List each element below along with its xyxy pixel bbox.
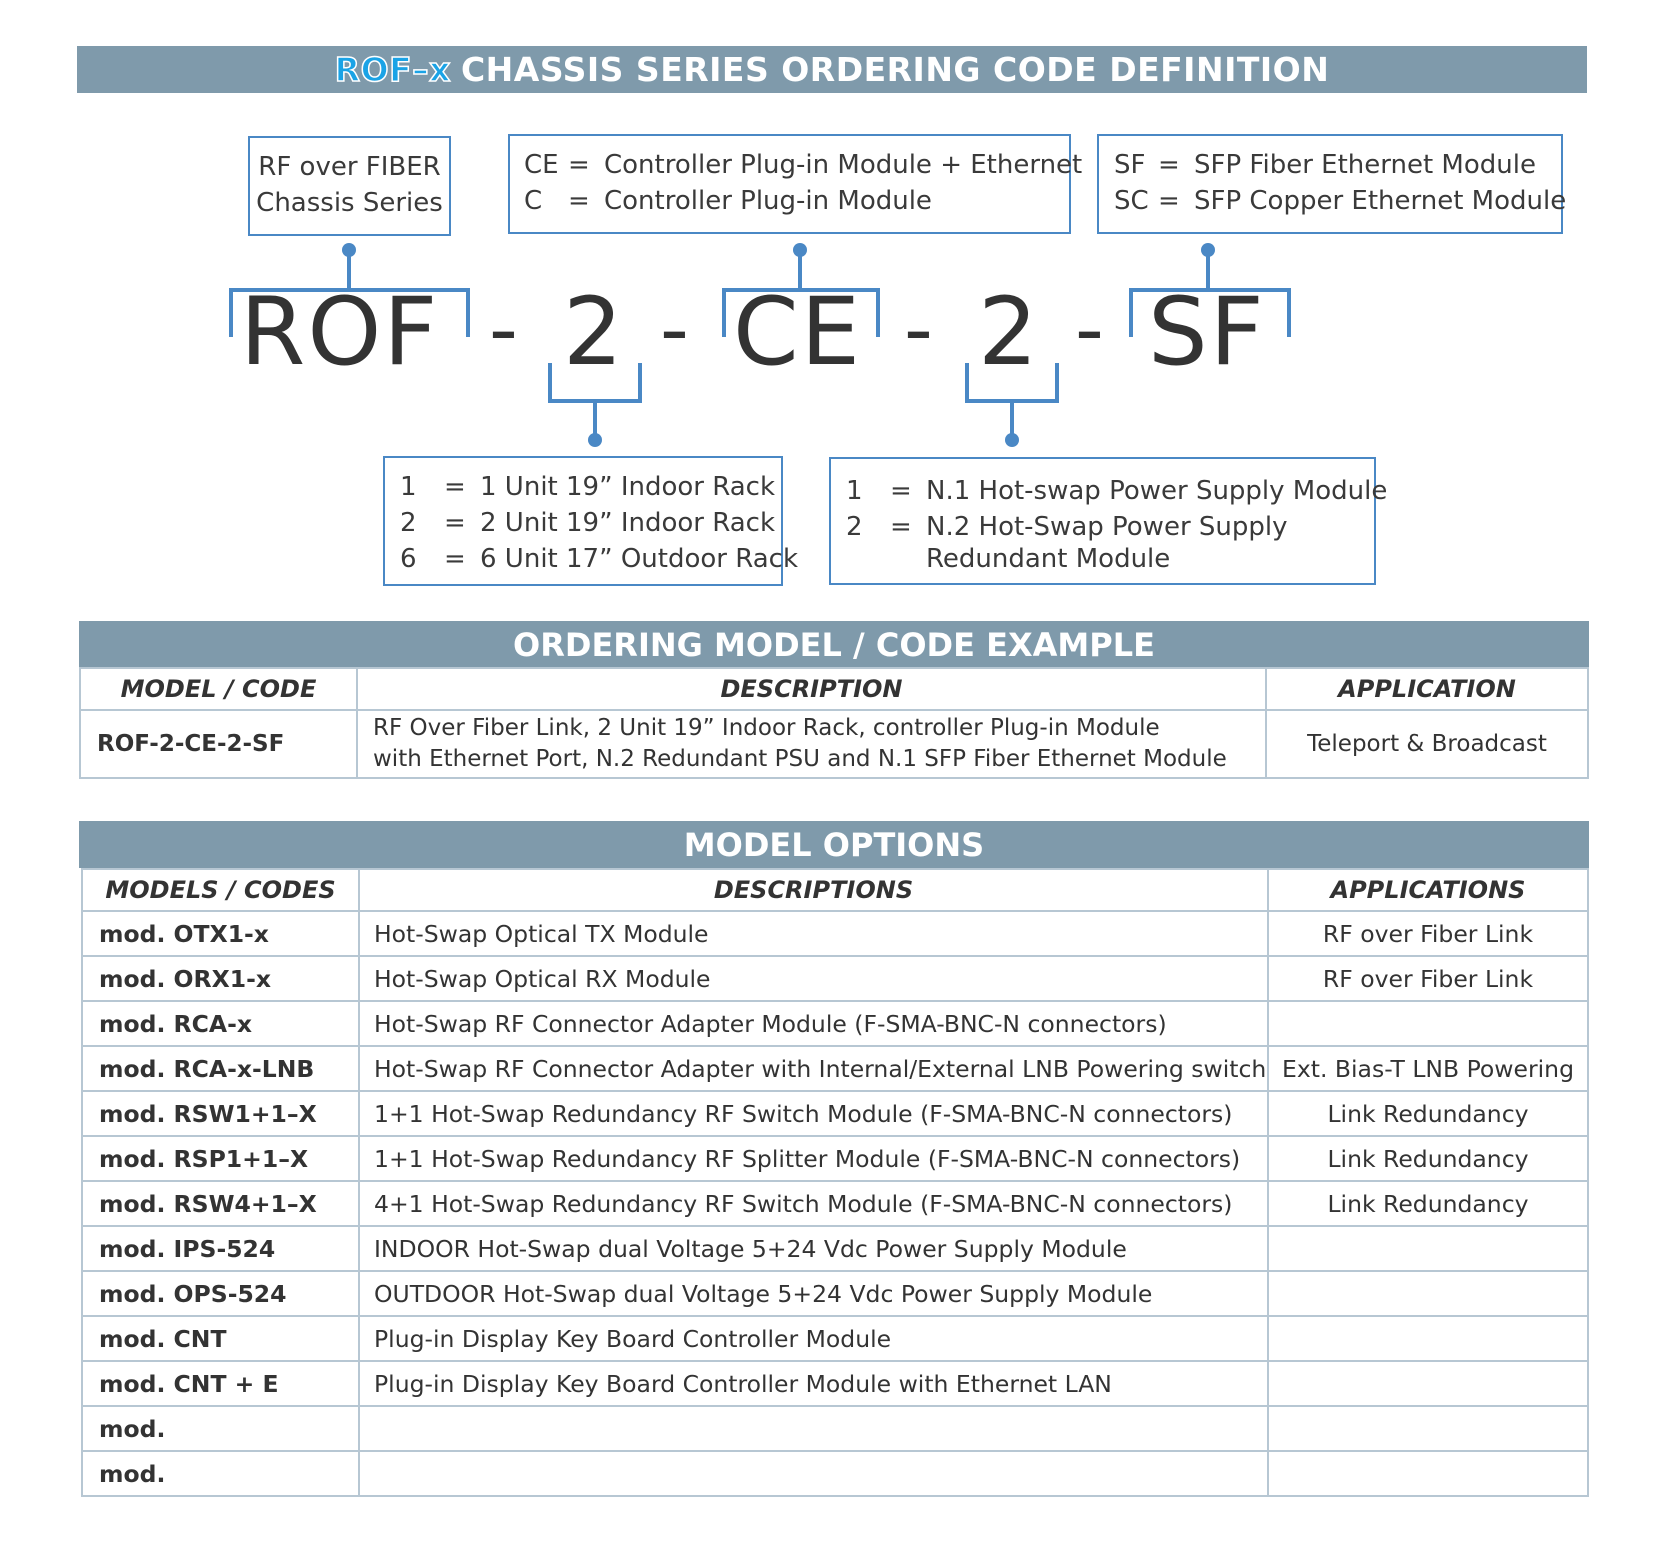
description: 1+1 Hot-Swap Redundancy RF Switch Module (F-SMA-BNC-N connectors) <box>359 1091 1268 1136</box>
description <box>359 1406 1268 1451</box>
series-line-1: RF over FIBER <box>258 152 441 182</box>
application: RF over Fiber Link <box>1268 911 1588 956</box>
header-applications: APPLICATIONS <box>1268 869 1588 911</box>
desc: SFP Copper Ethernet Module <box>1194 186 1567 216</box>
desc: 1 Unit 19” Indoor Rack <box>480 472 776 502</box>
application <box>1268 1451 1588 1496</box>
example-title: ORDERING MODEL / CODE EXAMPLE <box>513 626 1155 664</box>
title-accent: ROF–x <box>334 50 451 89</box>
description: Hot-Swap Optical RX Module <box>359 956 1268 1001</box>
example-header-row <box>80 668 1588 710</box>
description: INDOOR Hot-Swap dual Voltage 5+24 Vdc Power Supply Module <box>359 1226 1268 1271</box>
application: Link Redundancy <box>1268 1181 1588 1226</box>
sfp-line <box>1114 147 1561 183</box>
desc: Controller Plug-in Module + Ethernet <box>604 150 1083 180</box>
code-part-controller: CE <box>733 278 863 387</box>
example-desc-line-2: with Ethernet Port, N.2 Redundant PSU and N.1 SFP Fiber Ethernet Module <box>373 746 1227 772</box>
application: Ext. Bias-T LNB Powering <box>1268 1046 1588 1091</box>
eq: = <box>444 472 466 502</box>
model-code: mod. CNT <box>82 1316 359 1361</box>
application <box>1268 1316 1588 1361</box>
code: 6 <box>400 544 417 574</box>
application <box>1268 1271 1588 1316</box>
model-code: mod. RSP1+1–X <box>82 1136 359 1181</box>
model-code: mod. ORX1-x <box>82 956 359 1001</box>
eq: = <box>890 476 912 506</box>
description: OUTDOOR Hot-Swap dual Voltage 5+24 Vdc Power Supply Module <box>359 1271 1268 1316</box>
eq: = <box>444 544 466 574</box>
description: Plug-in Display Key Board Controller Module <box>359 1316 1268 1361</box>
description: Plug-in Display Key Board Controller Module with Ethernet LAN <box>359 1361 1268 1406</box>
code: 2 <box>846 512 863 542</box>
table-row <box>82 956 1588 1001</box>
description: Hot-Swap RF Connector Adapter Module (F-SMA-BNC-N connectors) <box>359 1001 1268 1046</box>
code: 1 <box>400 472 417 502</box>
model-code: mod. RSW1+1–X <box>82 1091 359 1136</box>
table-row <box>82 1091 1588 1136</box>
desc: Redundant Module <box>926 544 1171 574</box>
application: Link Redundancy <box>1268 1091 1588 1136</box>
desc: N.2 Hot-Swap Power Supply <box>926 512 1288 542</box>
example-code: ROF-2-CE-2-SF <box>80 710 357 778</box>
table-row <box>82 1046 1588 1091</box>
options-body <box>82 911 1588 1496</box>
application: Link Redundancy <box>1268 1136 1588 1181</box>
table-row <box>82 1361 1588 1406</box>
code-part-sfp: SF <box>1148 278 1266 387</box>
power-line <box>846 473 1388 509</box>
code-part-rof: ROF <box>240 278 440 387</box>
model-code: mod. RCA-x <box>82 1001 359 1046</box>
code-dash: - <box>904 283 933 376</box>
table-row <box>82 1226 1588 1271</box>
code-part-rack: 2 <box>563 278 625 387</box>
eq: = <box>1158 186 1180 216</box>
dot-rack <box>588 433 602 447</box>
model-code: mod. OTX1-x <box>82 911 359 956</box>
rack-line <box>400 505 781 541</box>
code: SC <box>1114 186 1149 216</box>
application <box>1268 1361 1588 1406</box>
example-application: Teleport & Broadcast <box>1266 710 1588 778</box>
header-application: APPLICATION <box>1266 668 1588 710</box>
desc: SFP Fiber Ethernet Module <box>1194 150 1536 180</box>
model-code: mod. RSW4+1–X <box>82 1181 359 1226</box>
controller-line <box>524 147 1083 183</box>
dot-power <box>1005 433 1019 447</box>
options-title: MODEL OPTIONS <box>683 826 985 864</box>
power-line <box>846 545 1374 573</box>
description: Hot-Swap RF Connector Adapter with Internal/External LNB Powering switch <box>359 1046 1268 1091</box>
code-dash: - <box>1075 283 1104 376</box>
code-dash: - <box>660 283 689 376</box>
options-table <box>81 868 1589 1497</box>
header-model-code: MODEL / CODE <box>80 668 357 710</box>
application: RF over Fiber Link <box>1268 956 1588 1001</box>
application <box>1268 1226 1588 1271</box>
box-rack <box>383 456 799 586</box>
rack-line <box>400 541 799 577</box>
code: 2 <box>400 508 417 538</box>
eq: = <box>568 150 590 180</box>
code-dash: - <box>489 283 518 376</box>
code: C <box>524 186 543 216</box>
model-code: mod. RCA-x-LNB <box>82 1046 359 1091</box>
model-code: mod. <box>82 1406 359 1451</box>
code-part-power: 2 <box>978 278 1040 387</box>
desc: Controller Plug-in Module <box>604 186 932 216</box>
series-line-2: Chassis Series <box>256 188 443 218</box>
table-row <box>82 1316 1588 1361</box>
header-description: DESCRIPTION <box>357 668 1266 710</box>
description: 1+1 Hot-Swap Redundancy RF Splitter Module (F-SMA-BNC-N connectors) <box>359 1136 1268 1181</box>
dot-ce <box>793 243 807 257</box>
table-row <box>82 1271 1588 1316</box>
box-sfp <box>1097 134 1567 234</box>
eq: = <box>568 186 590 216</box>
model-code: mod. CNT + E <box>82 1361 359 1406</box>
example-description <box>357 710 1266 778</box>
desc: 2 Unit 19” Indoor Rack <box>480 508 776 538</box>
table-row <box>82 1406 1588 1451</box>
rack-line <box>400 469 781 505</box>
code: 1 <box>846 476 863 506</box>
desc: N.1 Hot-swap Power Supply Module <box>926 476 1388 506</box>
header-descriptions: DESCRIPTIONS <box>359 869 1268 911</box>
code: SF <box>1114 150 1146 180</box>
code: CE <box>524 150 559 180</box>
power-line <box>846 509 1374 545</box>
model-code: mod. IPS-524 <box>82 1226 359 1271</box>
title-text: CHASSIS SERIES ORDERING CODE DEFINITION <box>460 50 1330 89</box>
example-desc-line-1: RF Over Fiber Link, 2 Unit 19” Indoor Rack, controller Plug-in Module <box>373 715 1160 741</box>
options-header-row <box>82 869 1588 911</box>
eq: = <box>890 512 912 542</box>
example-row <box>80 710 1588 778</box>
table-row <box>82 1136 1588 1181</box>
eq: = <box>1158 150 1180 180</box>
box-controller <box>508 134 1083 234</box>
header-models-codes: MODELS / CODES <box>82 869 359 911</box>
sfp-line <box>1114 183 1567 219</box>
table-row <box>82 1451 1588 1496</box>
table-row <box>82 1001 1588 1046</box>
application <box>1268 1001 1588 1046</box>
dot-rof <box>342 243 356 257</box>
options-banner <box>79 821 1589 868</box>
model-code: mod. <box>82 1451 359 1496</box>
application <box>1268 1406 1588 1451</box>
desc: 6 Unit 17” Outdoor Rack <box>480 544 799 574</box>
table-row <box>82 911 1588 956</box>
eq: = <box>444 508 466 538</box>
box-power <box>829 457 1388 585</box>
dot-sf <box>1201 243 1215 257</box>
controller-line <box>524 183 1069 219</box>
description <box>359 1451 1268 1496</box>
example-table <box>79 667 1589 779</box>
model-code: mod. OPS-524 <box>82 1271 359 1316</box>
box-chassis-series <box>248 136 451 236</box>
description: Hot-Swap Optical TX Module <box>359 911 1268 956</box>
example-banner <box>79 621 1589 667</box>
description: 4+1 Hot-Swap Redundancy RF Switch Module (F-SMA-BNC-N connectors) <box>359 1181 1268 1226</box>
table-row <box>82 1181 1588 1226</box>
